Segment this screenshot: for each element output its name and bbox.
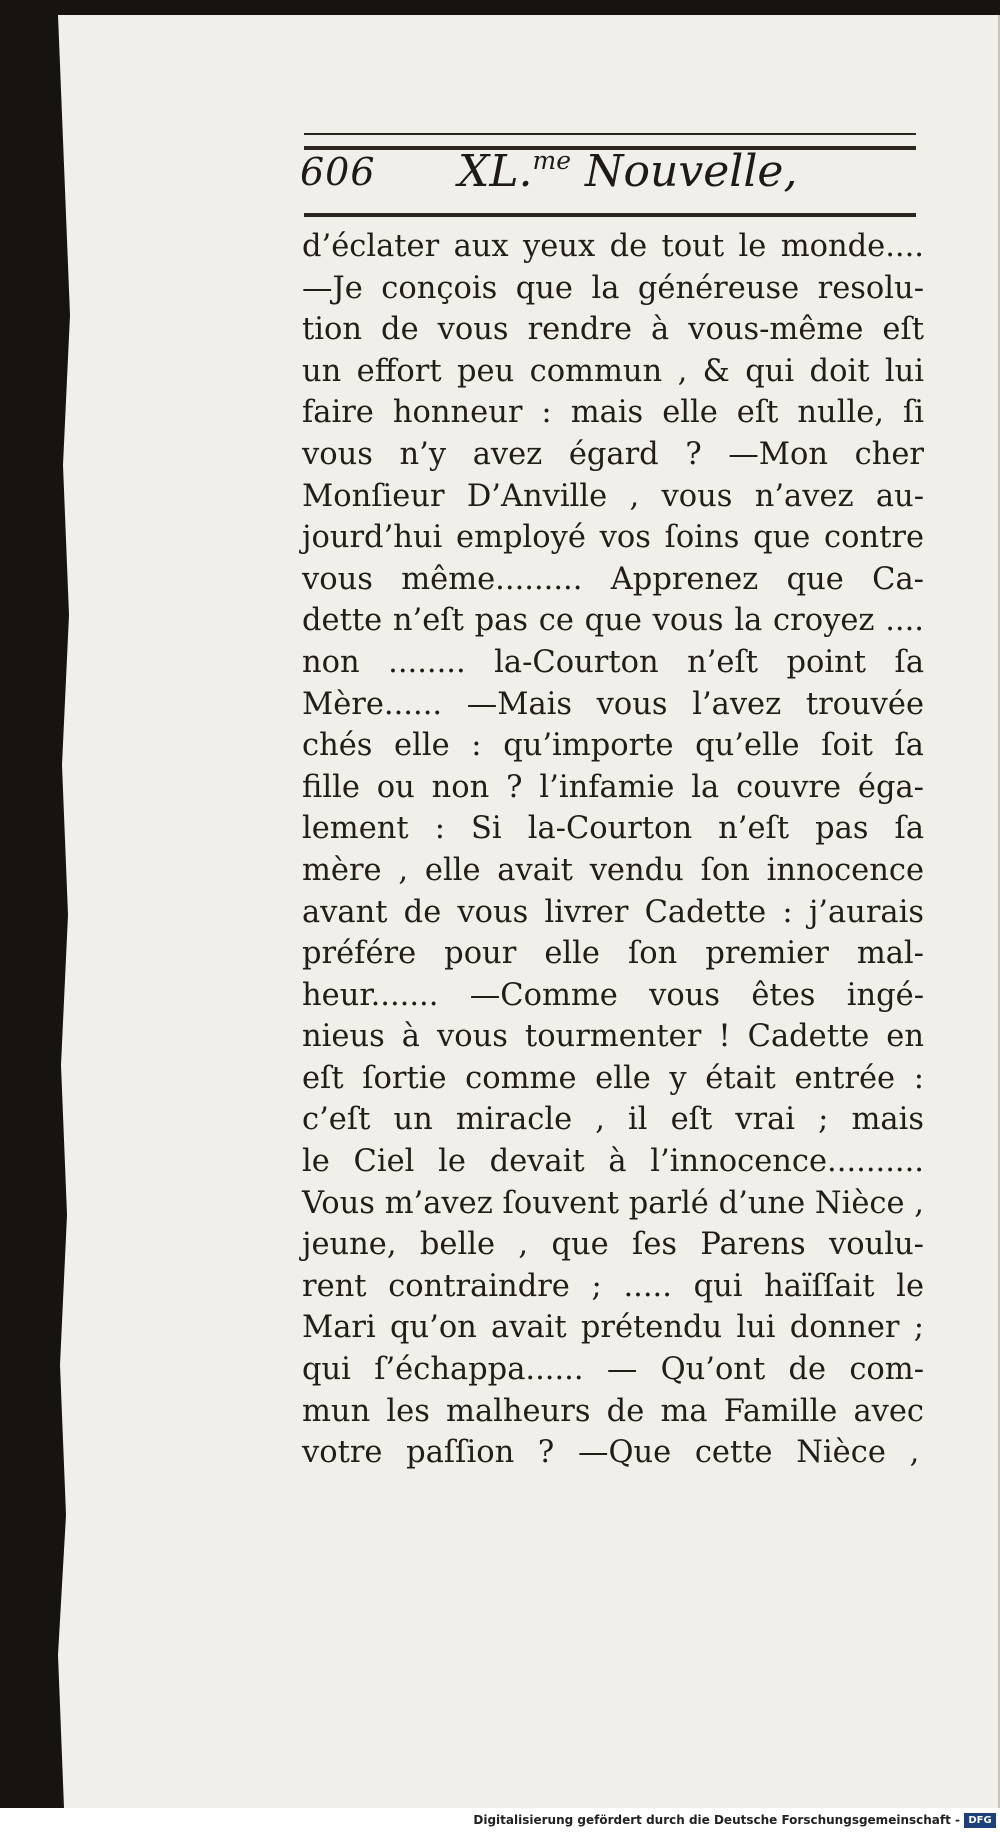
text-line: dette n’eſt pas ce que vous la croyez .... [302,603,924,639]
page-number: 606 [300,150,376,194]
header-rule-bottom [304,213,916,217]
text-line: d’éclater aux yeux de tout le monde.... [302,229,924,264]
text-line: c’eſt un miracle , il eſt vrai ; mais [302,1102,924,1138]
running-head [458,146,797,197]
text-line: préfére pour elle ſon premier mal- [302,936,924,972]
text-line: chés elle : qu’importe qu’elle ſoit ſa [302,728,924,764]
text-line: vous n’y avez égard ? —Mon cher [302,436,924,472]
text-line: nieus à vous tourmenter ! Cadette en [302,1019,924,1055]
text-line: heur....... —Comme vous êtes ingé- [302,977,924,1013]
header-rule-thin [304,133,916,135]
text-line: mère , elle avait vendu ſon innocence [302,852,924,888]
text-line: votre paſſion ? —Que cette Nièce , [302,1435,920,1471]
dfg-logo: DFG [964,1813,996,1828]
text-line: Mère...... —Mais vous l’avez trouvée [302,686,924,722]
text-line: jourd’hui employé vos ſoins que contre [302,520,924,556]
running-head-word: Nouvelle, [571,146,798,197]
text-line: fille ou non ? l’infamie la couvre éga- [302,769,924,805]
text-line: qui ſ’échappa...... — Qu’ont de com- [302,1352,924,1388]
text-line: rent contraindre ; ..... qui haïſſait le [302,1268,924,1304]
text-line: avant de vous livrer Cadette : j’aurais [302,894,924,930]
text-line: jeune, belle , que ſes Parens voulu- [302,1227,924,1263]
text-line: mun les malheurs de ma Famille avec [302,1393,924,1429]
text-line: un effort peu commun , & qui doit lui [302,353,924,389]
text-line: lement : Si la-Courton n’eſt pas ſa [302,811,924,847]
text-line: Vous m’avez ſouvent parlé d’une Nièce , [302,1185,924,1221]
text-line: faire honneur : mais elle eſt nulle, ſi [302,395,924,431]
text-line: Monſieur D’Anville , vous n’avez au- [302,478,924,514]
text-line: eſt ſortie comme elle y était entrée : [302,1060,924,1096]
text-line: le Ciel le devait à l’innocence.......... [302,1144,924,1180]
text-line: tion de vous rendre à vous-même eſt [302,312,924,348]
text-line: —Je conçois que la généreuse resolu- [302,270,924,306]
text-line: vous même......... Apprenez que Ca- [302,561,924,597]
text-line: non ........ la-Courton n’eſt point ſa [302,644,924,680]
footer-credit: Digitalisierung gefördert durch die Deutsche Forschungsgemeinschaft - [473,1813,960,1827]
running-head-superscript: me [532,146,572,175]
text-line: Mari qu’on avait prétendu lui donner ; [302,1310,924,1346]
body-text [302,226,924,1474]
running-head-title: XL. [458,146,533,197]
